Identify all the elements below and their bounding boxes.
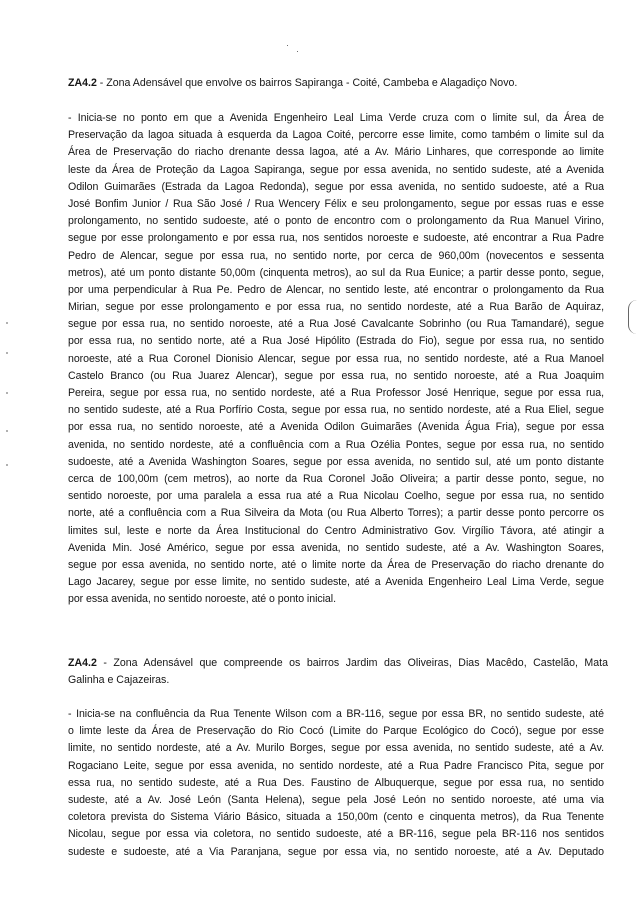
scan-mark: · (286, 40, 289, 50)
paragraph-line: metros), até um ponto distante 50,00m (cinquenta metros), ao sul da Rua Eunice; a partir desse ponto, segue, (68, 266, 604, 279)
margin-speck (6, 392, 8, 394)
paragraph-line: leste da Área de Proteção da Lagoa Sapiranga, segue por essa avenida, no sentido sudeste, até a Avenida (68, 163, 604, 176)
margin-speck (6, 322, 8, 324)
paragraph-line: sudoeste, até a Avenida Washington Soares, segue por essa avenida, no sentido sul, até um ponto distante (68, 455, 604, 468)
margin-speck (6, 464, 8, 466)
section-1-heading (68, 76, 608, 91)
paragraph-line: segue por essa rua, no sentido noroeste, até a Rua José Cavalcante Sobrinho (ou Rua Tamandaré), segue (68, 318, 604, 331)
section-2-title-cont: Galinha e Cajazeiras. (68, 674, 170, 686)
paragraph-line: segue por essa avenida, no sentido norte, até o limite norte da Área de Preservação do riacho drenante do (68, 558, 604, 571)
paragraph-line: Nicolau, segue por essa via coletora, no sentido sudoeste, até a BR-116, segue pela BR-116 nos sentidos (68, 828, 604, 841)
paragraph-line: por essa rua, no sentido norte, até a Rua José Hipólito (Estrada do Fio), segue por essa rua, no sentido (68, 335, 604, 348)
paragraph-line: Pereira, segue por essa rua, no sentido nordeste, até a Rua Professor José Henrique, segue por essa rua, (68, 387, 604, 399)
paragraph-line: avenida, no sentido nordeste, até a confluência com a Rua Ozélia Pontes, segue por essa rua, no sentido (68, 438, 604, 451)
paragraph-line: por uma perpendicular à Rua Pe. Pedro de Alencar, no sentido leste, até encontrar o prolongamento da Rua (68, 283, 604, 296)
paragraph-line: norte, até a confluência com a Rua Silveira da Mota (ou Rua Alberto Torres); a partir desse ponto percorre os (68, 507, 604, 520)
section-2-heading-line-1 (68, 655, 608, 672)
section-2-title: - Zona Adensável que compreende os bairros Jardim das Oliveiras, Dias Macêdo, Castelão, Mata (96, 657, 608, 669)
margin-speck (6, 430, 8, 432)
paragraph-line: sudeste, até a Av. José León (Santa Helena), segue pela José León no sentido noroeste, até uma via (68, 793, 604, 806)
paragraph-line: sudeste e sudoeste, até a Via Paranjana, segue por essa via, no sentido noroeste, até a Av. Deputado (68, 845, 604, 858)
paragraph-line: essa rua, no sentido sudeste, até a Rua Des. Faustino de Albuquerque, segue por essa rua, no sentido (68, 776, 604, 789)
paragraph-line: por essa rua, no sentido noroeste, até a Avenida Odilon Guimarães (Avenida Água Fria), segue por essa (68, 421, 604, 434)
paragraph-line: Castelo Branco (ou Rua Juarez Alencar), segue por essa rua, no sentido noroeste, até a Rua Joaquim (68, 369, 604, 382)
section-1-code: ZA4.2 (68, 77, 97, 89)
section-2-code: ZA4.2 (68, 657, 97, 669)
paragraph-line: Mirian, segue por esse prolongamento e por essa rua, no sentido nordeste, até a Rua Barão de Aquiraz, (68, 301, 604, 314)
section-1-paragraph (68, 110, 604, 608)
paragraph-line: coletora prevista do Sistema Viário Básico, situada a 150,00m (cento e cinquenta metros), da Rua Tenente (68, 811, 604, 824)
paragraph-line: o limte leste da Área de Preservação do Rio Cocó (Limite do Parque Ecológico do Cocó), segue por esse (68, 725, 604, 738)
paragraph-line: limite, no sentido nordeste, até a Av. Murilo Borges, segue por essa avenida, no sentido sudeste, até a Av. (68, 742, 604, 755)
paragraph-line: José Bonfim Junior / Rua São José / Rua Wencery Félix e seu prolongamento, segue por essas ruas e esse (68, 197, 604, 210)
paragraph-line: prolongamento, no sentido sudoeste, até o ponto de encontro com o prolongamento da Rua Manuel Virino, (68, 215, 604, 228)
paragraph-line: Pedro de Alencar, segue por essa rua, no sentido norte, por cerca de 960,00m (novecentos e sessenta (68, 249, 604, 262)
section-1-title: - Zona Adensável que envolve os bairros Sapiranga - Coité, Cambeba e Alagadiço Novo. (96, 77, 518, 89)
paragraph-line: - Inicia-se no ponto em que a Avenida Engenheiro Leal Lima Verde cruza com o limite sul, da Área de (68, 112, 604, 124)
paragraph-line: Lago Jacarey, segue por esse limite, no sentido sudeste, até a Avenida Engenheiro Leal Lima Verde, segue (68, 576, 604, 589)
paragraph-line: Área de Preservação do riacho drenante dessa lagoa, até a Av. Mário Linhares, que corresponde ao limite (68, 146, 604, 159)
paragraph-line: Avenida Min. José Américo, segue por essa avenida, no sentido sudeste, até a Av. Washington Soares, (68, 541, 604, 554)
scan-mark: · (296, 46, 299, 56)
paragraph-line: Rogaciano Leite, segue por essa avenida, no sentido nordeste, até a Rua Padre Francisco Pita, segue por (68, 759, 604, 772)
paragraph-line: sentido noroeste, por uma paralela a essa rua até a Rua Nicolau Coelho, segue por essa rua, no sentido (68, 490, 604, 503)
paragraph-line: - Inicia-se na confluência da Rua Tenente Wilson com a BR-116, segue por essa BR, no sentido sudeste, até (68, 708, 604, 720)
section-2-paragraph (68, 706, 604, 861)
paragraph-line: cerca de 100,00m (cem metros), ao norte da Rua Coronel João Oliveira; a partir desse ponto, segue, no (68, 472, 604, 485)
margin-speck (6, 352, 8, 354)
margin-bracket-mark (628, 300, 637, 334)
paragraph-line: segue por esse prolongamento e por essa rua, nos sentidos noroeste e sudoeste, até encontrar a Rua Padre (68, 232, 604, 245)
paragraph-line: noroeste, até a Rua Coronel Dionisio Alencar, segue por essa rua, no sentido nordeste, até a Rua Manoel (68, 352, 604, 365)
paragraph-line: limites sul, leste e norte da Área Institucional do Centro Administrativo Gov. Virgílio Távora, até atingir a (68, 524, 604, 537)
paragraph-line: por essa avenida, no sentido noroeste, até o ponto inicial. (68, 593, 336, 606)
paragraph-line: Preservação da lagoa situada à esquerda da Lagoa Coité, percorre esse limite, como também o limite sul da (68, 129, 604, 142)
paragraph-line: Odilon Guimarães (Estrada da Lagoa Redonda), segue por essa avenida, no sentido sudoeste, até a Rua (68, 180, 604, 193)
paragraph-line: no sentido sudeste, até a Rua Porfírio Costa, segue por essa rua, no sentido nordeste, até a Rua Eliel, segue (68, 404, 604, 417)
section-2-heading (68, 655, 608, 689)
